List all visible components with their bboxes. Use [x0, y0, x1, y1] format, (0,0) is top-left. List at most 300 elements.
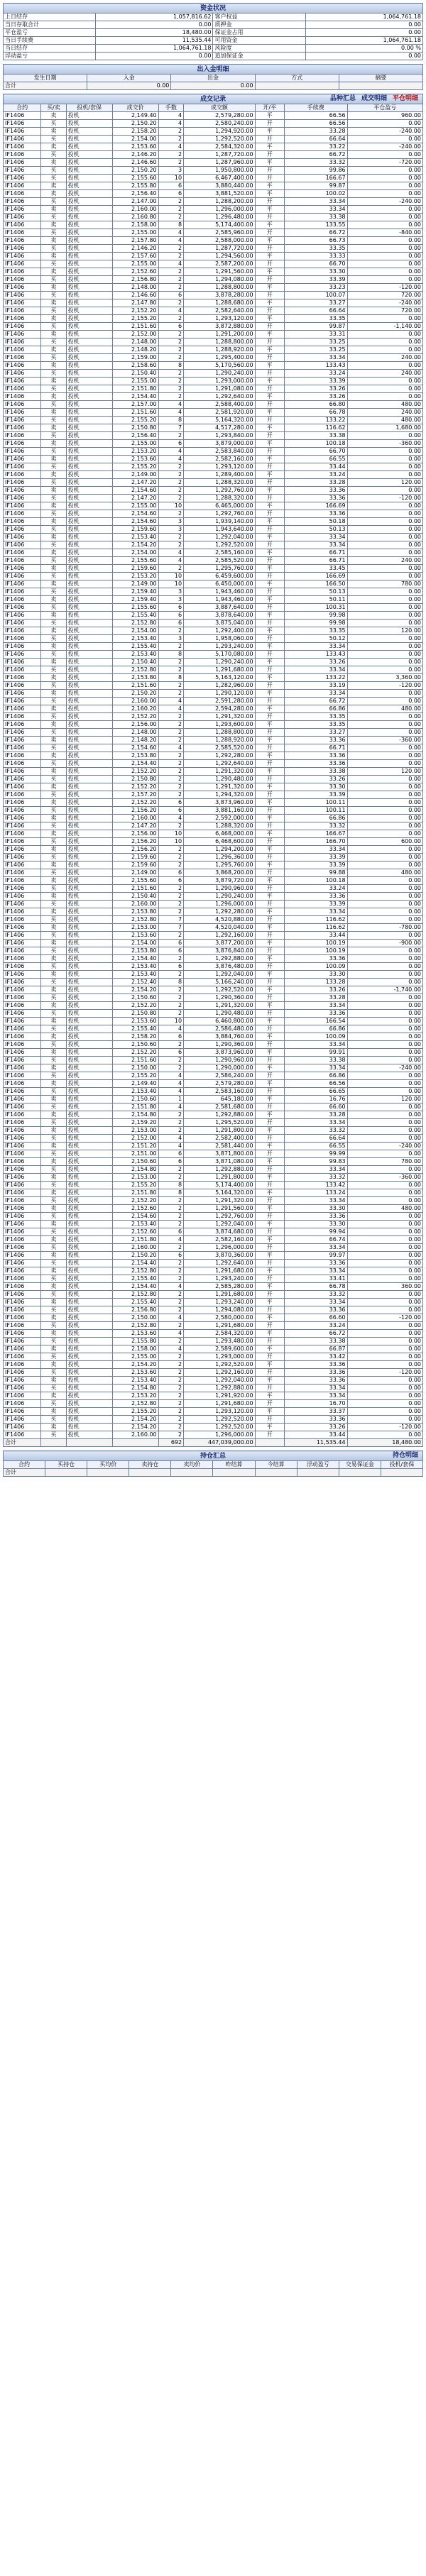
trade-cell: 2 [158, 159, 183, 167]
trade-cell: 2,148.20 [112, 346, 158, 354]
trade-cell: 1,288,320.00 [184, 822, 255, 830]
trade-cell: 0.00 [347, 994, 422, 1002]
trade-cell: 投机 [66, 167, 112, 175]
trade-cell: 投机 [66, 346, 112, 354]
trade-cell: 投机 [66, 932, 112, 940]
trade-row [4, 1010, 423, 1018]
trade-cell: 0.00 [347, 518, 422, 526]
trade-cell: 0.00 [347, 1189, 422, 1197]
trade-cell: IF1406 [4, 1322, 41, 1330]
trade-cell: 1,292,160.00 [184, 1369, 255, 1377]
trade-cell: 2,151.60 [112, 409, 158, 417]
trade-cell: 买 [41, 495, 66, 502]
trade-cell: 2,154.60 [112, 744, 158, 752]
position-column-header: 交易保证金 [339, 1461, 381, 1469]
trade-cell: IF1406 [4, 955, 41, 963]
trade-cell: 开 [255, 698, 284, 705]
trade-cell: 33.34 [284, 643, 347, 651]
trade-cell: 2,153.40 [112, 1221, 158, 1228]
trade-cell: 2 [158, 1127, 183, 1135]
trade-row [4, 299, 423, 307]
trade-cell: 2,153.00 [112, 1174, 158, 1182]
trade-cell: IF1406 [4, 565, 41, 573]
trade-cell: 6 [158, 1150, 183, 1158]
trade-cell: 0.00 [347, 1330, 422, 1338]
trade-cell: 2 [158, 1299, 183, 1306]
trade-cell: 投机 [66, 979, 112, 986]
trade-cell: 33.37 [284, 1408, 347, 1416]
trade-row [4, 1431, 423, 1439]
trade-cell: 645,180.00 [184, 1096, 255, 1103]
trade-cell: 133.55 [284, 221, 347, 229]
trade-cell: 0.00 [347, 744, 422, 752]
trade-cell: 投机 [66, 198, 112, 206]
trade-cell: 3 [158, 518, 183, 526]
trade-cell: 2,154.20 [112, 541, 158, 549]
trade-cell: 买 [41, 260, 66, 268]
position-column-header: 昨结算 [213, 1461, 255, 1469]
trade-cell: 2,153.40 [112, 651, 158, 659]
trade-cell: 2 [158, 1400, 183, 1408]
trade-cell: 2,592,000.00 [184, 815, 255, 822]
trade-cell: 投机 [66, 448, 112, 456]
trade-row [4, 526, 423, 534]
trade-cell: 投机 [66, 214, 112, 221]
trade-cell: 1,293,120.00 [184, 463, 255, 471]
trade-cell: 1,296,480.00 [184, 214, 255, 221]
trade-cell: 平 [255, 955, 284, 963]
trade-tab[interactable]: 平仓明细 [392, 95, 418, 102]
trade-cell: 1,288,800.00 [184, 338, 255, 346]
trade-cell: 投机 [66, 1299, 112, 1306]
trade-cell: 2,154.80 [112, 1111, 158, 1119]
trade-cell: IF1406 [4, 744, 41, 752]
trade-cell: 2,150.60 [112, 1096, 158, 1103]
trade-cell: IF1406 [4, 1072, 41, 1080]
trade-cell: IF1406 [4, 120, 41, 128]
trade-cell: 1,296,000.00 [184, 901, 255, 908]
trade-cell: IF1406 [4, 307, 41, 315]
trade-cell: 2 [158, 1377, 183, 1385]
trade-cell: 33.36 [284, 737, 347, 744]
trade-cell: 开 [255, 932, 284, 940]
trade-tab[interactable]: 品种汇总 [329, 95, 356, 102]
trade-cell: 买 [41, 979, 66, 986]
trade-row [4, 1377, 423, 1385]
trade-cell: 开 [255, 417, 284, 424]
trade-cell: 8 [158, 221, 183, 229]
trade-cell: 2,153.40 [112, 963, 158, 971]
trade-cell: IF1406 [4, 1416, 41, 1424]
trade-cell: 2 [158, 729, 183, 737]
trade-cell: 0.00 [347, 549, 422, 557]
trade-row [4, 167, 423, 175]
trade-cell: 开 [255, 448, 284, 456]
trade-row [4, 214, 423, 221]
trade-cell: 33.39 [284, 862, 347, 869]
trade-cell: 平 [255, 1096, 284, 1103]
trade-cell: 0.00 [347, 596, 422, 604]
trade-cell: IF1406 [4, 175, 41, 182]
trade-cell: 投机 [66, 362, 112, 370]
trade-cell: 投机 [66, 456, 112, 463]
trade-cell: 7 [158, 424, 183, 432]
trade-cell: 2,152.80 [112, 916, 158, 924]
trade-cell: 50.13 [284, 588, 347, 596]
trade-cell: 2 [158, 245, 183, 253]
trade-cell: IF1406 [4, 971, 41, 979]
trade-cell: IF1406 [4, 986, 41, 994]
trade-cell: 投机 [66, 128, 112, 136]
trade-cell: 116.62 [284, 424, 347, 432]
trade-cell: 2,594,280.00 [184, 705, 255, 713]
trade-cell: -240.00 [347, 128, 422, 136]
account-value: 0.00 % [305, 45, 423, 53]
trade-row [4, 292, 423, 299]
trade-cell: 0.00 [347, 1025, 422, 1033]
trade-cell: 卖 [41, 471, 66, 479]
trade-cell: 2 [158, 276, 183, 284]
trade-row [4, 760, 423, 768]
account-label: 保证金占用 [213, 29, 305, 37]
trade-total-amount: 447,039,000.00 [184, 1439, 255, 1447]
trade-cell: 开 [255, 1260, 284, 1267]
trade-cell: IF1406 [4, 518, 41, 526]
trade-cell: 99.99 [284, 1150, 347, 1158]
trade-cell: 0.00 [347, 1252, 422, 1260]
trade-cell: 卖 [41, 643, 66, 651]
trade-cell: IF1406 [4, 635, 41, 643]
trade-cell: IF1406 [4, 1049, 41, 1057]
trade-cell: 投机 [66, 588, 112, 596]
trade-cell: IF1406 [4, 1166, 41, 1174]
trade-cell: 2,153.40 [112, 534, 158, 541]
trade-cell: 0.00 [347, 1267, 422, 1275]
trade-cell: 买 [41, 666, 66, 674]
trade-cell: 投机 [66, 1189, 112, 1197]
trade-cell: 平 [255, 737, 284, 744]
trade-cell: 1,287,960.00 [184, 159, 255, 167]
trade-cell: 2,149.40 [112, 112, 158, 120]
trade-cell: 2,156.80 [112, 276, 158, 284]
trade-cell: 买 [41, 1400, 66, 1408]
trade-cell: 33.34 [284, 1392, 347, 1400]
trade-cell: 2 [158, 206, 183, 214]
trade-cell: 33.44 [284, 1431, 347, 1439]
trade-cell: 2 [158, 666, 183, 674]
trade-cell: 1,291,080.00 [184, 385, 255, 393]
trade-cell: 投机 [66, 354, 112, 362]
trade-row [4, 1150, 423, 1158]
trade-row [4, 1002, 423, 1010]
trade-cell: 4 [158, 1088, 183, 1096]
trade-cell: 2,154.20 [112, 1361, 158, 1369]
trade-cell: IF1406 [4, 190, 41, 198]
trade-cell: 0.00 [347, 1049, 422, 1057]
trade-cell: 2 [158, 1361, 183, 1369]
trade-cell: 买 [41, 1275, 66, 1283]
trade-cell: IF1406 [4, 1306, 41, 1314]
trade-cell: 33.38 [284, 1057, 347, 1064]
trade-cell: 33.27 [284, 729, 347, 737]
trade-cell: IF1406 [4, 893, 41, 901]
trade-cell: 2,155.20 [112, 1072, 158, 1080]
trade-cell: 480.00 [347, 417, 422, 424]
trade-cell: 2,153.80 [112, 674, 158, 682]
trade-cell: IF1406 [4, 1424, 41, 1431]
trade-cell: 1,291,320.00 [184, 783, 255, 791]
trade-cell: 0.00 [347, 1353, 422, 1361]
trade-cell: IF1406 [4, 799, 41, 807]
position-column-header: 今结算 [255, 1461, 297, 1469]
trade-cell: 6 [158, 323, 183, 331]
trade-cell: IF1406 [4, 830, 41, 838]
account-row [4, 45, 423, 53]
trade-cell: 0.00 [347, 237, 422, 245]
trade-cell: 2 [158, 721, 183, 729]
trade-row [4, 1213, 423, 1221]
trade-cell: 33.28 [284, 994, 347, 1002]
trade-cell: 投机 [66, 190, 112, 198]
trade-cell: IF1406 [4, 1088, 41, 1096]
trade-row [4, 323, 423, 331]
trade-cell: 平 [255, 1345, 284, 1353]
trade-cell: 0.00 [347, 1080, 422, 1088]
trade-cell: 2 [158, 994, 183, 1002]
trade-cell: IF1406 [4, 1182, 41, 1189]
trade-cell: 2,151.60 [112, 682, 158, 690]
trade-cell: IF1406 [4, 1252, 41, 1260]
trade-cell: 0.00 [347, 534, 422, 541]
trade-cell: 4 [158, 237, 183, 245]
trade-cell: 投机 [66, 1236, 112, 1244]
trade-row [4, 1096, 423, 1103]
account-row [4, 37, 423, 45]
trade-row [4, 175, 423, 182]
trade-cell: 2,155.40 [112, 1275, 158, 1283]
trade-cell: 卖 [41, 659, 66, 666]
trade-cell: 平 [255, 580, 284, 588]
trade-cell: 投机 [66, 237, 112, 245]
trade-cell: 66.86 [284, 1025, 347, 1033]
trade-cell: 33.34 [284, 1041, 347, 1049]
trade-cell: 0.00 [347, 776, 422, 783]
account-value: 0.00 [305, 21, 423, 29]
trade-row [4, 190, 423, 198]
trade-row [4, 440, 423, 448]
trade-cell: 1,294,920.00 [184, 128, 255, 136]
trade-cell: 2,152.20 [112, 1049, 158, 1057]
trade-cell: 买 [41, 448, 66, 456]
trade-cell: -1,140.00 [347, 323, 422, 331]
trade-cell: IF1406 [4, 776, 41, 783]
trade-cell: 0.00 [347, 1135, 422, 1143]
trade-cell: 0.00 [347, 721, 422, 729]
trade-cell: 开 [255, 495, 284, 502]
trade-cell: -240.00 [347, 143, 422, 151]
trade-cell: 卖 [41, 331, 66, 338]
trade-cell: 卖 [41, 299, 66, 307]
position-column-header: 投机/套保 [381, 1461, 422, 1469]
trade-cell: 1,293,240.00 [184, 643, 255, 651]
trade-cell: 0.00 [347, 331, 422, 338]
trade-cell: 2,157.60 [112, 253, 158, 260]
trade-cell: 卖 [41, 971, 66, 979]
trade-row [4, 932, 423, 940]
position-detail-tab[interactable]: 持仓明细 [392, 1452, 418, 1459]
trade-cell: 2 [158, 1431, 183, 1439]
trade-cell: 33.30 [284, 971, 347, 979]
trade-cell: 0.00 [347, 620, 422, 627]
trade-cell: 0.00 [347, 1228, 422, 1236]
trade-row [4, 916, 423, 924]
trade-row [4, 557, 423, 565]
trade-cell: 买 [41, 682, 66, 690]
trade-cell: 0.00 [347, 1345, 422, 1353]
trade-cell: IF1406 [4, 901, 41, 908]
trade-cell: 2,153.00 [112, 1127, 158, 1135]
trade-cell: 66.72 [284, 1330, 347, 1338]
trade-cell: 2 [158, 1111, 183, 1119]
trade-cell: 5,164,320.00 [184, 1189, 255, 1197]
trade-cell: 10 [158, 573, 183, 580]
trade-cell: 买 [41, 1244, 66, 1252]
trade-cell: 投机 [66, 1080, 112, 1088]
trade-cell: 0.00 [347, 526, 422, 534]
trade-row [4, 237, 423, 245]
trade-cell: 2,586,480.00 [184, 1025, 255, 1033]
trade-cell: 卖 [41, 1330, 66, 1338]
trade-cell: 2,155.20 [112, 1182, 158, 1189]
trade-cell: 买 [41, 1260, 66, 1267]
trade-cell: IF1406 [4, 1228, 41, 1236]
trade-cell: 投机 [66, 409, 112, 417]
trade-tab[interactable]: 成交明细 [361, 95, 387, 102]
trade-cell: 2 [158, 1416, 183, 1424]
trade-cell: 2,152.60 [112, 268, 158, 276]
trade-row [4, 401, 423, 409]
trade-cell: 1,295,400.00 [184, 354, 255, 362]
trade-cell: 2,150.60 [112, 1158, 158, 1166]
trade-cell: 买 [41, 214, 66, 221]
trade-cell: 33.36 [284, 487, 347, 495]
statement-page [3, 3, 423, 1477]
trade-total-row [4, 1439, 423, 1447]
trade-cell: 开 [255, 573, 284, 580]
position-column-header: 合约 [4, 1461, 45, 1469]
trade-cell: 66.55 [284, 456, 347, 463]
trade-cell: 2,150.80 [112, 1010, 158, 1018]
trade-cell: 3,887,640.00 [184, 604, 255, 612]
trade-cell: 2 [158, 1424, 183, 1431]
trade-cell: 99.87 [284, 323, 347, 331]
trade-cell: 0.00 [347, 268, 422, 276]
trade-cell: 投机 [66, 495, 112, 502]
trade-cell: 1,294,560.00 [184, 253, 255, 260]
trade-cell: 开 [255, 604, 284, 612]
trade-cell: 33.23 [284, 284, 347, 292]
trade-cell: 2,158.20 [112, 128, 158, 136]
trade-row [4, 1221, 423, 1228]
trade-cell: 开 [255, 1228, 284, 1236]
trade-cell: 33.34 [284, 846, 347, 854]
trade-cell: IF1406 [4, 573, 41, 580]
trade-cell: 2 [158, 1408, 183, 1416]
trade-row [4, 1306, 423, 1314]
trade-cell: 2,147.20 [112, 479, 158, 487]
trade-cell: 开 [255, 323, 284, 331]
trade-cell: 2 [158, 627, 183, 635]
trade-cell: 开 [255, 354, 284, 362]
trade-row [4, 1408, 423, 1416]
trade-cell: 2,160.00 [112, 1431, 158, 1439]
trade-row [4, 705, 423, 713]
trade-cell: -900.00 [347, 940, 422, 947]
trade-cell: -240.00 [347, 299, 422, 307]
trade-cell: 2,149.00 [112, 869, 158, 877]
trade-cell: 卖 [41, 1002, 66, 1010]
trade-cell: IF1406 [4, 1135, 41, 1143]
trade-cell: 66.86 [284, 705, 347, 713]
trade-cell: 2,155.60 [112, 175, 158, 182]
trade-cell: 投机 [66, 378, 112, 385]
trade-cell: 0.00 [347, 1182, 422, 1189]
trade-cell: IF1406 [4, 331, 41, 338]
trade-cell: 0.00 [347, 1275, 422, 1283]
trade-cell: 投机 [66, 752, 112, 760]
trade-cell: 2 [158, 713, 183, 721]
trade-cell: IF1406 [4, 487, 41, 495]
trade-cell: 2,151.80 [112, 1236, 158, 1244]
trade-cell: 投机 [66, 1275, 112, 1283]
trade-cell: 33.22 [284, 143, 347, 151]
trade-cell: 1,290,240.00 [184, 893, 255, 901]
trade-cell: IF1406 [4, 385, 41, 393]
trade-cell: 2,154.20 [112, 1416, 158, 1424]
trade-cell: 投机 [66, 526, 112, 534]
trade-cell: IF1406 [4, 963, 41, 971]
trade-column-header: 手数 [158, 104, 183, 112]
trade-cell: 2,155.40 [112, 1299, 158, 1306]
trade-cell: 6 [158, 620, 183, 627]
trade-cell: 开 [255, 651, 284, 659]
trade-cell: 33.30 [284, 1221, 347, 1228]
trade-cell: 卖 [41, 674, 66, 682]
trade-cell: 6 [158, 1158, 183, 1166]
trade-cell: 3,876,480.00 [184, 963, 255, 971]
trade-cell: 买 [41, 1416, 66, 1424]
trade-row [4, 752, 423, 760]
trade-cell: 1,292,880.00 [184, 1385, 255, 1392]
trade-cell: 1,291,800.00 [184, 1174, 255, 1182]
trade-cell: 66.73 [284, 237, 347, 245]
trade-cell: IF1406 [4, 690, 41, 698]
trade-cell: 0.00 [347, 1244, 422, 1252]
trade-cell: 2,152.20 [112, 307, 158, 315]
trade-cell: 开 [255, 292, 284, 299]
trade-cell: 2,153.00 [112, 924, 158, 932]
trade-cell: 2 [158, 893, 183, 901]
trade-cell: 7 [158, 916, 183, 924]
trade-cell: 卖 [41, 830, 66, 838]
trade-cell: IF1406 [4, 206, 41, 214]
position-total-row [4, 1469, 423, 1477]
trade-cell: 4 [158, 1330, 183, 1338]
trade-cell: 开 [255, 541, 284, 549]
trade-cell: 2 [158, 1174, 183, 1182]
trade-row [4, 791, 423, 799]
trade-cell: 99.88 [284, 869, 347, 877]
